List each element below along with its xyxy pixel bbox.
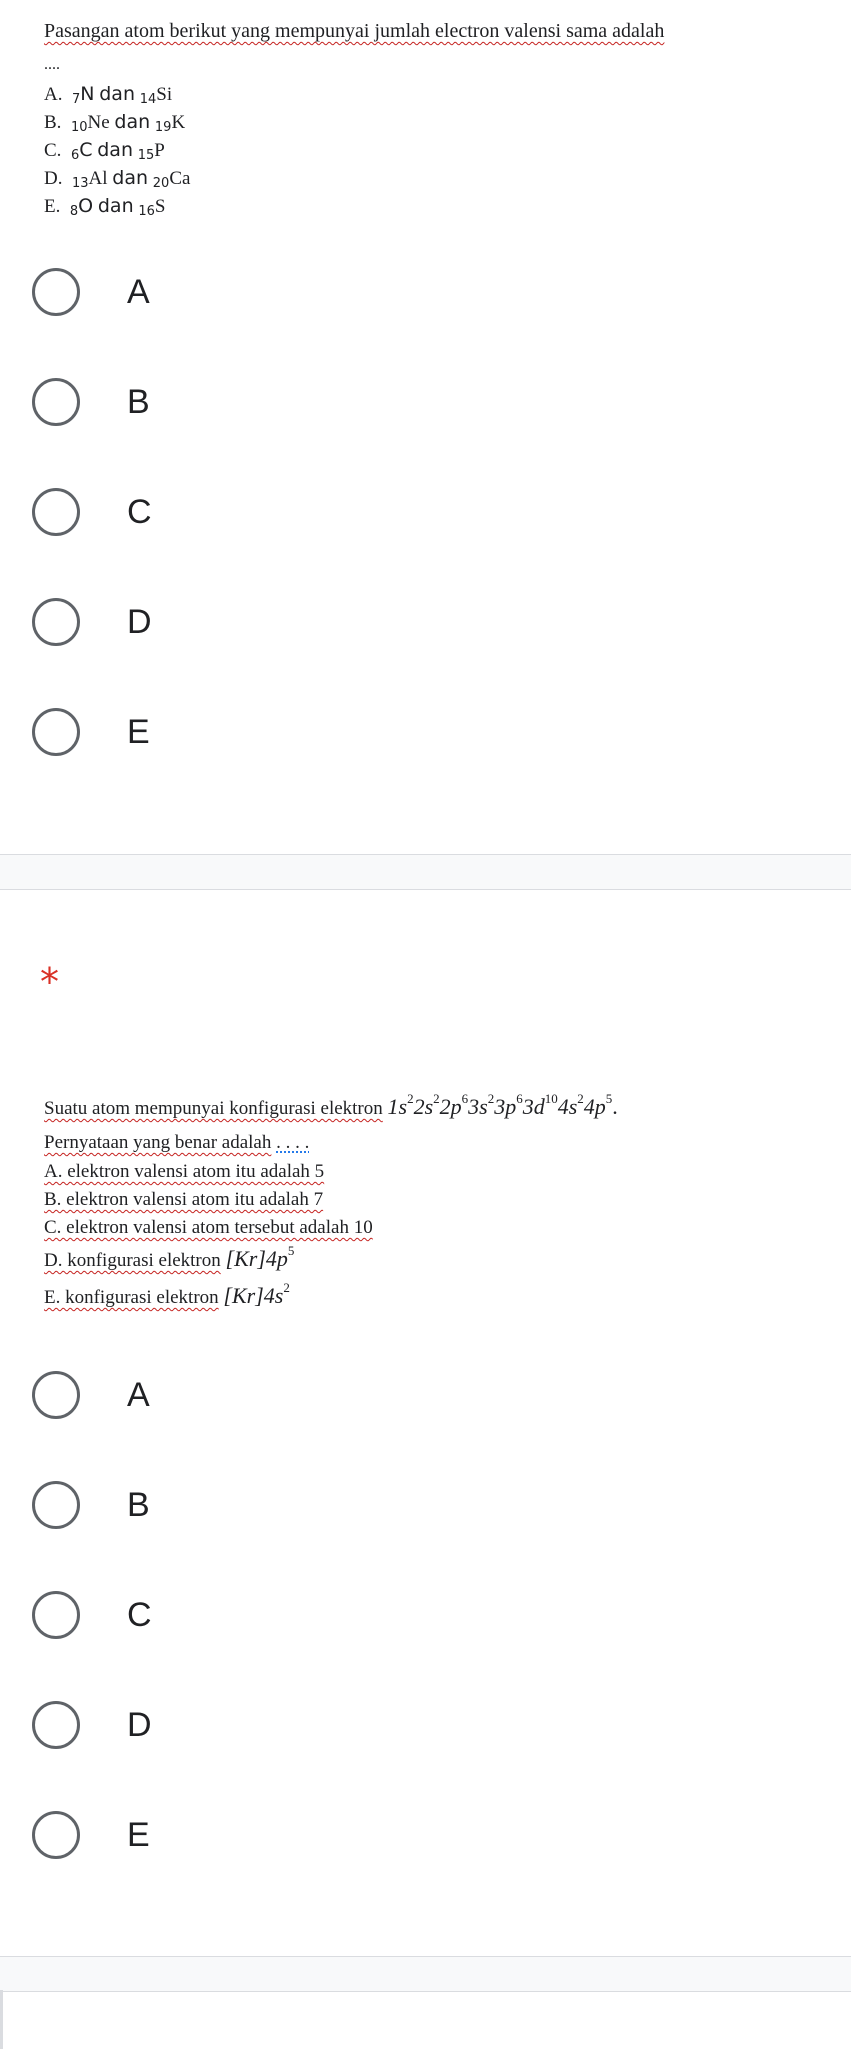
question-1-choice-e[interactable] — [32, 692, 812, 772]
question-1-option-text-d: D. $_{13}$Al dan $_{20}$Ca — [44, 167, 191, 191]
choice-label: A — [127, 272, 150, 311]
question-2-choice-a[interactable] — [32, 1355, 812, 1435]
question-2-statement-a: A. elektron valensi atom itu adalah 5 — [44, 1161, 325, 1182]
radio-button[interactable] — [32, 378, 80, 426]
question-2-statement-e: E. konfigurasi elektron $[Kr]4s^2$ — [44, 1280, 290, 1308]
choice-label: D — [127, 602, 152, 641]
question-divider-bottom — [0, 1956, 851, 1992]
question-2-statement-c: C. elektron valensi atom tersebut adalah 10 — [44, 1217, 373, 1238]
question-2-intro: Suatu atom mempunyai konfigurasi elektron $1s^22s^22p^63s^23p^63d^{10}4s^24p^5$. — [44, 1091, 618, 1119]
question-1-choice-d[interactable] — [32, 582, 812, 662]
choice-label: D — [127, 1705, 152, 1744]
question-1-title: Pasangan atom berikut yang mempunyai jumlah electron valensi sama adalah — [44, 20, 665, 42]
question-1-choice-c[interactable] — [32, 472, 812, 552]
radio-button[interactable] — [32, 1371, 80, 1419]
radio-button[interactable] — [32, 1481, 80, 1529]
question-1-choice-b[interactable] — [32, 362, 812, 442]
radio-button[interactable] — [32, 1591, 80, 1639]
question-1-image — [0, 0, 851, 232]
question-1-option-text-c: C. $_6$C dan $_{15}$P — [44, 139, 165, 163]
choice-label: A — [127, 1375, 150, 1414]
question-1-ellipsis: .... — [44, 56, 60, 73]
radio-button[interactable] — [32, 598, 80, 646]
question-2-choice-d[interactable] — [32, 1685, 812, 1765]
question-2-choice-b[interactable] — [32, 1465, 812, 1545]
question-2-prompt: Pernyataan yang benar adalah . . . . — [44, 1132, 310, 1153]
electron-configuration: $1s^22s^22p^63s^23p^63d^{10}4s^24p^5$. — [387, 1091, 618, 1119]
question-2-image — [0, 1035, 851, 1318]
question-1-choice-a[interactable] — [32, 252, 812, 332]
radio-button[interactable] — [32, 1701, 80, 1749]
question-1-option-text-e: E. $_8$O dan $_{16}$S — [44, 195, 166, 219]
question-1-option-text-b: B. $_{10}$Ne dan $_{19}$K — [44, 111, 186, 135]
radio-button[interactable] — [32, 1811, 80, 1859]
next-card-edge — [0, 1990, 3, 2049]
choice-label: B — [127, 382, 150, 421]
question-2-statement-d: D. konfigurasi elektron $[Kr]4p^5$ — [44, 1243, 295, 1271]
choice-label: E — [127, 1815, 150, 1854]
choice-label: C — [127, 492, 152, 531]
radio-button[interactable] — [32, 708, 80, 756]
radio-button[interactable] — [32, 268, 80, 316]
question-2-statement-b: B. elektron valensi atom itu adalah 7 — [44, 1189, 324, 1210]
choice-label: B — [127, 1485, 150, 1524]
question-divider — [0, 854, 851, 890]
required-asterisk: * — [40, 960, 59, 1004]
radio-button[interactable] — [32, 488, 80, 536]
question-2-choice-e[interactable] — [32, 1795, 812, 1875]
choice-label: C — [127, 1595, 152, 1634]
question-2-choice-c[interactable] — [32, 1575, 812, 1655]
question-1-option-text-a: A. $_7$N dan $_{14}$Si — [44, 83, 173, 107]
choice-label: E — [127, 712, 150, 751]
